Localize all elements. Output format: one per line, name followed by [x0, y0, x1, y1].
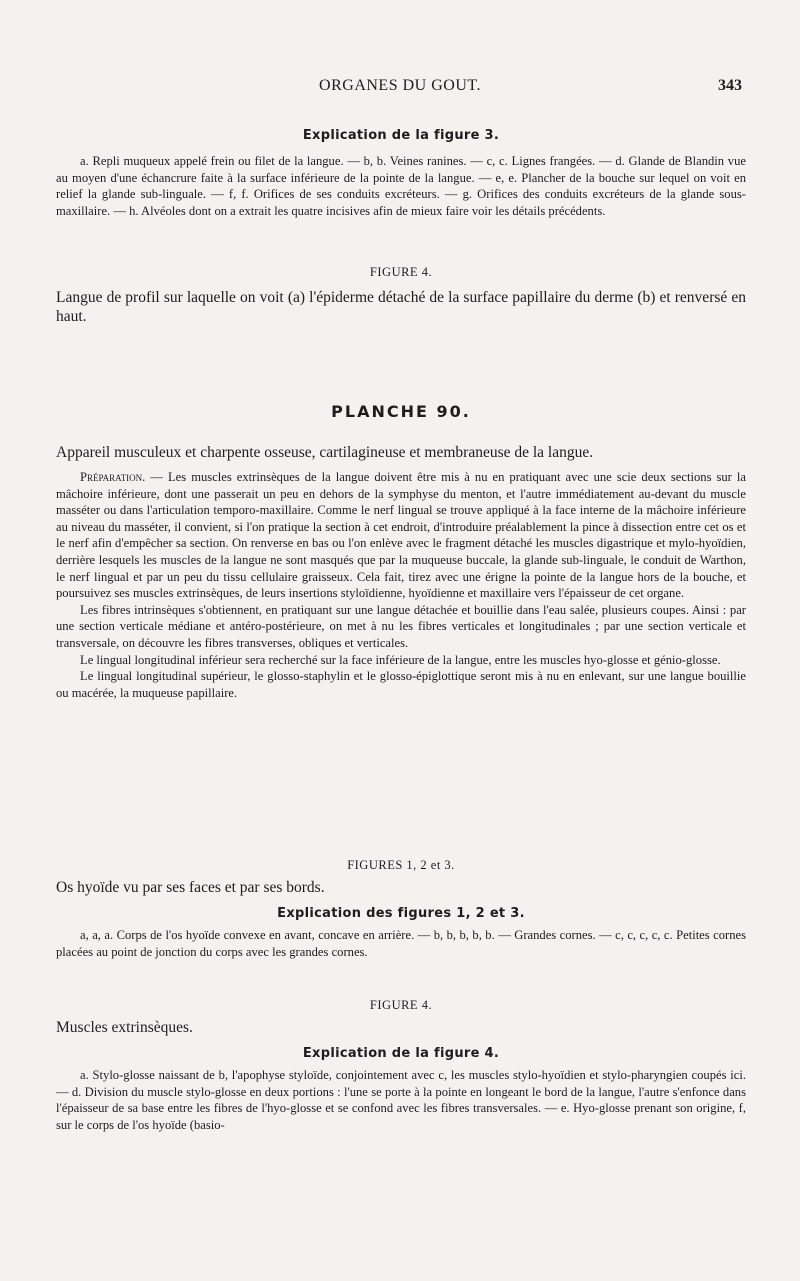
fig4-prev-heading: FIGURE 4. — [369, 265, 433, 279]
preparation-p3: Le lingual longitudinal inférieur sera recherché sur la face inférieure de la langue, entre les muscles hyo-glosse et génio-glosse. — [80, 652, 721, 667]
figs123-text: a, a, a. Corps de l'os hyoïde convexe en avant, concave en arrière. — b, b, b, b, b. — Grandes cornes. — c, c, c, c, c. Petites cornes placées au point de jonction du corps avec les grandes cornes. — [56, 928, 746, 959]
fig3-heading: Explication de la figure 3. — [302, 128, 500, 143]
preparation-block — [56, 469, 746, 701]
page-header — [0, 77, 800, 101]
fig4-prev-caption: Langue de profil sur laquelle on voit (a) l'épiderme détaché de la surface papillaire du derme (b) et renversé en haut. — [56, 289, 746, 325]
fig4-section: Muscles extrinsèques. — [56, 1019, 193, 1036]
fig4-expl-heading: Explication de la figure 4. — [302, 1046, 500, 1061]
figs123-heading: FIGURES 1, 2 et 3. — [347, 858, 455, 872]
preparation-p1 — [56, 469, 746, 602]
planche-title: PLANCHE 90. — [331, 402, 471, 421]
fig3-explanation — [56, 128, 746, 219]
page-number: 343 — [718, 77, 742, 94]
fig3-text: a. Repli muqueux appelé frein ou filet de la langue. — b, b. Veines ranines. — c, c. Lignes frangées. — d. Glande de Blandin vue au moyen d'une échancrure faite à la surface inférieure de la pointe de la langue. — e, e. Plancher de la bouche sur lequel on voit en relief la glande sub-linguale. — f, f. Orifices de ses conduits excréteurs. — g. Orifices des conduits excréteurs de la glande sous-maxillaire. — h. Alvéoles dont on a extrait les quatre incisives afin de mieux faire voir les détails précédents. — [56, 154, 746, 218]
preparation-label: Préparation. — [80, 470, 146, 484]
figs123-expl-heading: Explication des figures 1, 2 et 3. — [277, 906, 525, 921]
preparation-p1-text: — Les muscles extrinsèques de la langue doivent être mis à nu en pratiquant avec une scie deux sections sur la mâchoire inférieure, dont une passerait un peu en dehors de la symphyse du menton, et l'autre immédiatement au-devant du muscle masséter ou dans l'articulation temporo-maxillaire. Comme le nerf lingual se trouve appliqué à la face interne de la mâchoire inférieure au niveau du masséter, il convient, si l'on pratique la section à cet endroit, d'introduire préalablement la pince à dissection entre cet os et le nerf afin d'empêcher sa section. On renverse en bas ou l'on enlève avec le fragment détaché les muscles digastrique et mylo-hyoïdien, derrière lesquels les muscles de la langue ne sont masqués que par la muqueuse buccale, la glande sub-linguale, le conduit de Warthon, le nerf lingual et par un peu du tissu cellulaire graisseux. Cela fait, tirez avec une érigne la pointe de la langue hors de la bouche, et poursuivez ses muscles extrinsèques, de leurs insertions styloïdienne, hyoïdienne et maxillaire vers l'épaisseur de cet organe. — [56, 470, 746, 601]
planche-block — [56, 402, 746, 421]
preparation-p4: Le lingual longitudinal supérieur, le glosso-staphylin et le glosso-épiglottique seront mis à nu en enlevant, sur une langue bouillie ou macérée, la muqueuse papillaire. — [56, 669, 746, 700]
fig4-block — [56, 998, 746, 1133]
preparation-p2: Les fibres intrinsèques s'obtiennent, en pratiquant sur une langue détachée et bouillie dans l'eau salée, plusieurs coupes. Ainsi : par une section verticale médiane et antéro-postérieure, on met à nu les fibres verticales et longitudinales ; par une section verticale et transversale, on découvre les fibres transverses, obliques et verticales. — [56, 602, 746, 650]
planche-subtitle-block — [56, 443, 746, 462]
figs123-block — [56, 858, 746, 960]
fig4-prev-block — [56, 265, 746, 326]
fig4-heading: FIGURE 4. — [369, 998, 433, 1012]
figs123-section: Os hyoïde vu par ses faces et par ses bords. — [56, 879, 325, 896]
fig4-text: a. Stylo-glosse naissant de b, l'apophyse styloïde, conjointement avec c, les muscles stylo-hyoïdien et stylo-pharyngien coupés ici. — d. Division du muscle stylo-glosse en deux portions : l'une se porte à la pointe en longeant le bord de la langue, l'autre s'enfonce dans l'épaisseur de sa base entre les fibres de l'hyo-glosse et se confond avec les fibres transversales. — e. Hyo-glosse prenant son origine, f, sur le corps de l'os hyoïde (basio- — [56, 1068, 746, 1132]
planche-subtitle: Appareil musculeux et charpente osseuse, cartilagineuse et membraneuse de la langue. — [56, 444, 594, 461]
running-title: ORGANES DU GOUT. — [319, 77, 481, 94]
